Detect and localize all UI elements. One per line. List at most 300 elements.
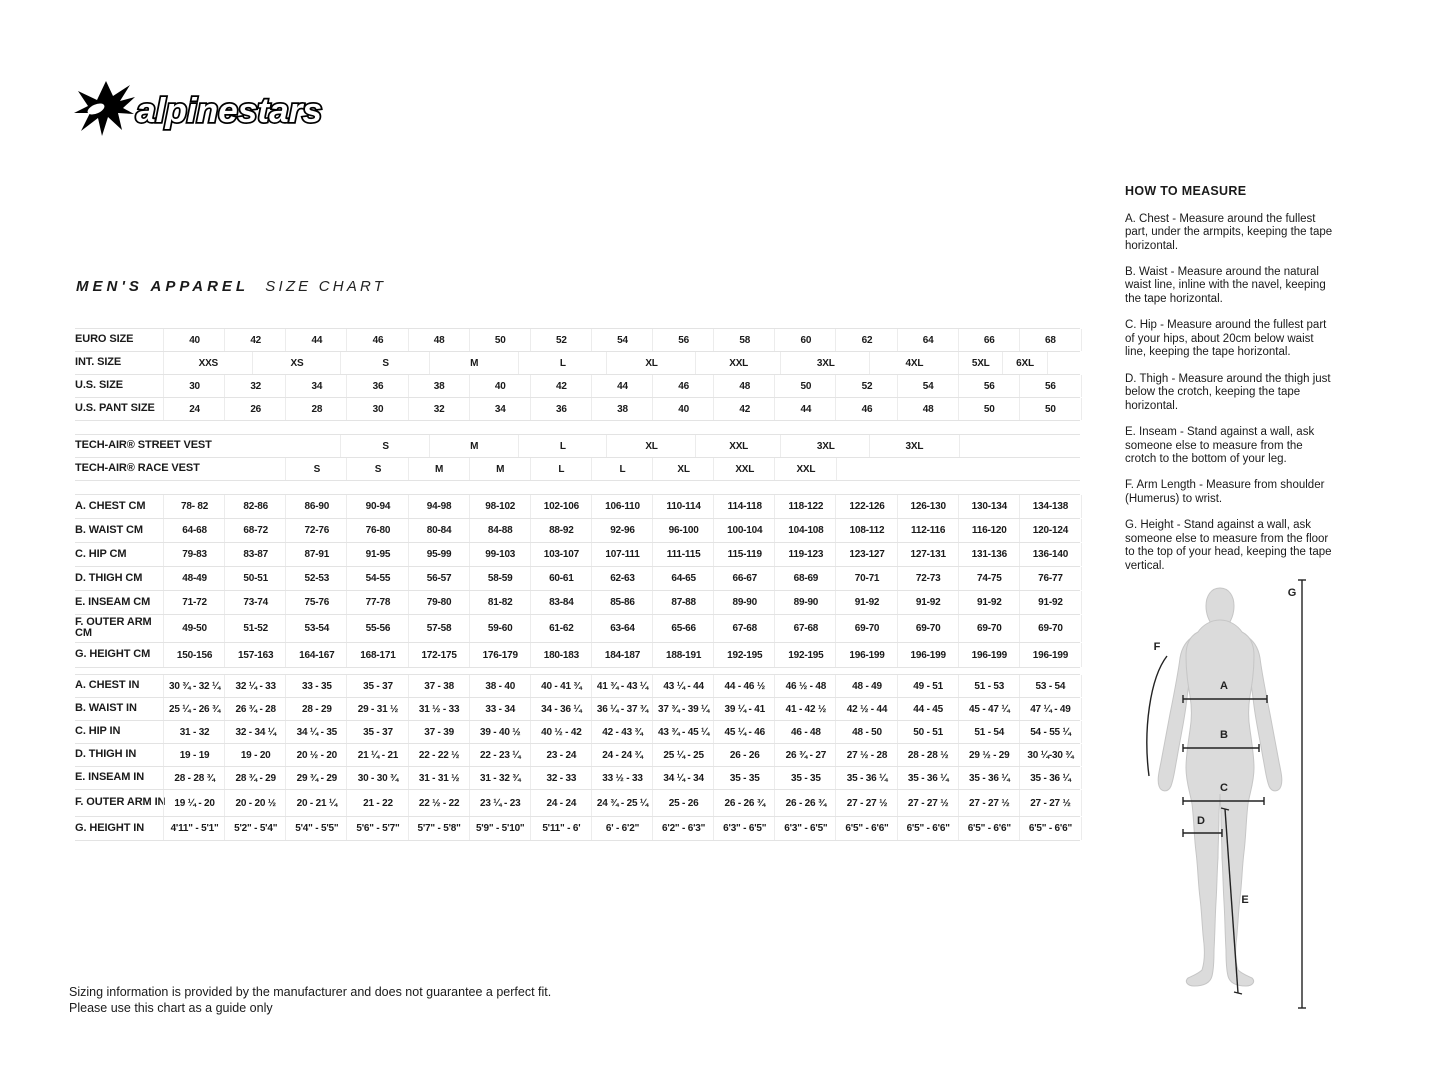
size-cell: 118-122 [774,495,836,518]
size-cell: 123-127 [835,543,897,566]
size-cell: 46 - 48 [774,721,836,743]
size-cell: 39 - 40 ½ [469,721,531,743]
size-cell: 25 - 26 [652,790,714,816]
size-cell: 34 ¼ - 34 [652,767,714,789]
size-cell: 35 - 35 [774,767,836,789]
size-cell: 87-88 [652,591,714,614]
size-cell: 31 - 32 ¾ [469,767,531,789]
size-cell: 20 ½ - 20 [285,744,347,766]
size-cell: 91-92 [897,591,959,614]
table-row [75,591,1080,615]
size-cell: 63-64 [591,615,653,642]
size-cell: 78- 82 [163,495,225,518]
table-row [75,567,1080,591]
size-cell: 72-73 [897,567,959,590]
size-cell: 35 - 36 ¼ [835,767,897,789]
measure-instruction-chest: A. Chest - Measure around the fullest part, under the armpits, keeping the tape horizontal. [1125,212,1333,252]
row-label: TECH-AIR® STREET VEST [75,439,212,452]
size-cell: 110-114 [652,495,714,518]
size-cell: 68-69 [774,567,836,590]
size-cell: 30 ¾ - 32 ¼ [163,675,225,697]
row-label: E. INSEAM IN [75,771,145,784]
size-cell: 58 [713,329,775,351]
size-cell: 92-96 [591,519,653,542]
size-cell: 164-167 [285,643,347,667]
size-cell: 64 [897,329,959,351]
table-group [75,434,1080,481]
size-cell: 83-84 [530,591,592,614]
size-cell: XS [252,352,342,374]
size-cell: 85-86 [591,591,653,614]
size-cell: 34 [285,375,347,397]
size-cell: 157-163 [224,643,286,667]
size-cell: 39 ¼ - 41 [713,698,775,720]
size-cell: 51 - 54 [958,721,1020,743]
size-cell: 68 [1019,329,1082,351]
row-label: U.S. PANT SIZE [75,402,155,415]
size-cell: 96-100 [652,519,714,542]
size-cell: 88-92 [530,519,592,542]
size-cell: 56 [1019,375,1082,397]
size-cell: 5'11" - 6' [530,817,592,840]
size-cell: 42 [530,375,592,397]
size-cell: 35 - 35 [713,767,775,789]
size-cell: 126-130 [897,495,959,518]
table-row [75,435,1080,458]
size-cell: 89-90 [774,591,836,614]
row-label: G. HEIGHT CM [75,648,151,661]
size-cell: 30 [163,375,225,397]
size-cell: 42 ½ - 44 [835,698,897,720]
size-cell: 90-94 [346,495,408,518]
size-cell: 35 - 36 ¼ [958,767,1020,789]
row-label: F. OUTER ARM CM [75,615,152,640]
size-cell: 48 - 49 [835,675,897,697]
size-cell: 36 [530,398,592,420]
size-cell: 103-107 [530,543,592,566]
size-cell: 5'6" - 5'7" [346,817,408,840]
footer-line-2: Please use this chart as a guide only [69,1001,273,1016]
size-cell: 19 ¼ - 20 [163,790,225,816]
size-cell: 25 ¼ - 26 ¾ [163,698,225,720]
row-label: TECH-AIR® RACE VEST [75,462,200,475]
how-to-measure-heading: HOW TO MEASURE [1125,184,1247,198]
size-cell: 49-50 [163,615,225,642]
size-cell: 184-187 [591,643,653,667]
size-cell: 100-104 [713,519,775,542]
size-cell: 70-71 [835,567,897,590]
size-cell: 44 - 46 ½ [713,675,775,697]
size-cell: 6'2" - 6'3" [652,817,714,840]
size-cell: 31 - 31 ½ [408,767,470,789]
size-cell: 3XL [869,435,960,457]
size-cell: 28 - 29 [285,698,347,720]
size-cell: 83-87 [224,543,286,566]
size-cell: 28 [285,398,347,420]
table-row [75,495,1080,519]
size-cell: 80-84 [408,519,470,542]
size-cell: 50 [958,398,1020,420]
size-cell: 119-123 [774,543,836,566]
size-cell: 37 ¾ - 39 ¼ [652,698,714,720]
size-cell: 25 ¼ - 25 [652,744,714,766]
size-cell: 6' - 6'2" [591,817,653,840]
size-cell: L [518,435,608,457]
size-cell: 31 ½ - 33 [408,698,470,720]
size-cell: 37 - 38 [408,675,470,697]
height-measure-line [1298,580,1306,1008]
size-cell: 81-82 [469,591,531,614]
size-cell: 51 - 53 [958,675,1020,697]
size-cell: 192-195 [774,643,836,667]
size-cell: 54 [897,375,959,397]
size-cell: 22 - 23 ¼ [469,744,531,766]
size-cell: 75-76 [285,591,347,614]
size-cell: 86-90 [285,495,347,518]
size-cell: 3XL [780,435,870,457]
label-arm: F [1153,641,1161,653]
size-cell: 127-131 [897,543,959,566]
label-inseam: E [1241,894,1249,906]
size-cell: 131-136 [958,543,1020,566]
size-cell: 52 [530,329,592,351]
size-cell: 26 [224,398,286,420]
size-cell: 40 [163,329,225,351]
size-cell: 188-191 [652,643,714,667]
size-cell: 196-199 [835,643,897,667]
size-cell: 196-199 [1019,643,1082,667]
label-thigh: D [1197,815,1205,827]
size-cell: 106-110 [591,495,653,518]
size-cell: 27 ½ - 28 [835,744,897,766]
size-cell: 28 ¾ - 29 [224,767,286,789]
size-cell: 40 ½ - 42 [530,721,592,743]
size-cell: 29 ½ - 29 [958,744,1020,766]
measure-instruction-waist: B. Waist - Measure around the natural waist line, inline with the navel, keeping the tape horizontal. [1125,265,1326,305]
size-cell: 60-61 [530,567,592,590]
measure-instruction-thigh: D. Thigh - Measure around the thigh just below the crotch, keeping the tape horizontal. [1125,372,1331,412]
size-cell: 41 - 42 ½ [774,698,836,720]
size-cell: 38 - 40 [469,675,531,697]
size-cell: 3XL [780,352,870,374]
size-cell: 44 [774,398,836,420]
size-cell: 37 - 39 [408,721,470,743]
size-cell: 6'5" - 6'6" [1019,817,1082,840]
label-waist: B [1220,729,1228,741]
size-cell: 6'5" - 6'6" [835,817,897,840]
size-cell: 23 ¼ - 23 [469,790,531,816]
label-height: G [1287,587,1297,599]
table-row [75,817,1080,841]
size-cell: 69-70 [1019,615,1082,642]
size-cell: 42 [224,329,286,351]
footer-note [69,984,551,1017]
size-cell: 66-67 [713,567,775,590]
size-cell: S [285,458,347,480]
size-cell: 34 - 36 ¼ [530,698,592,720]
size-cell: 30 ¼-30 ¾ [1019,744,1082,766]
size-cell: 64-68 [163,519,225,542]
size-table [75,328,1080,841]
size-cell: 51-52 [224,615,286,642]
size-cell: 115-119 [713,543,775,566]
footer-line-1: Sizing information is provided by the manufacturer and does not guarantee a perfect fit. [69,985,552,999]
table-row [75,675,1080,698]
size-cell: 102-106 [530,495,592,518]
size-cell: 53 - 54 [1019,675,1082,697]
size-cell: 44 [591,375,653,397]
size-cell: 26 - 26 [713,744,775,766]
measure-instruction-inseam: E. Inseam - Stand against a wall, ask someone else to measure from the crotch to the bottom of your leg. [1125,426,1315,465]
size-cell: 4XL [869,352,959,374]
size-cell: 56 [652,329,714,351]
size-cell: 33 ½ - 33 [591,767,653,789]
size-cell: 104-108 [774,519,836,542]
size-cell: 47 ¼ - 49 [1019,698,1082,720]
size-cell: XL [652,458,714,480]
row-label: B. WAIST IN [75,702,137,715]
row-label: B. WAIST CM [75,523,143,536]
size-cell: 27 - 27 ½ [897,790,959,816]
table-row [75,458,1080,481]
measure-instruction-arm: F. Arm Length - Measure from shoulder (Humerus) to wrist. [1125,479,1325,505]
size-cell: 69-70 [958,615,1020,642]
row-label: F. OUTER ARM IN [75,796,166,809]
size-cell: 35 - 36 ¼ [1019,767,1082,789]
row-label: A. CHEST IN [75,679,140,692]
size-cell: 28 - 28 ½ [897,744,959,766]
size-cell: 20 - 20 ½ [224,790,286,816]
size-cell: 65-66 [652,615,714,642]
size-cell: 42 [713,398,775,420]
size-cell: 48 [713,375,775,397]
size-cell: 56 [958,375,1020,397]
size-cell: 69-70 [897,615,959,642]
size-cell: 91-92 [958,591,1020,614]
size-cell: 99-103 [469,543,531,566]
size-cell: S [346,458,408,480]
size-cell: 54 - 55 ¼ [1019,721,1082,743]
size-cell: 48-49 [163,567,225,590]
size-cell: 4'11" - 5'1" [163,817,225,840]
table-row [75,744,1080,767]
size-cell: 91-95 [346,543,408,566]
size-cell: M [429,352,519,374]
size-cell: 68-72 [224,519,286,542]
size-cell: 32 [408,398,470,420]
size-cell: 24 - 24 [530,790,592,816]
size-cell: 32 [224,375,286,397]
size-cell: 35 - 37 [346,721,408,743]
size-cell: 26 ¾ - 28 [224,698,286,720]
size-cell: 32 - 33 [530,767,592,789]
table-row [75,643,1080,668]
size-cell: 56-57 [408,567,470,590]
size-cell: 19 - 19 [163,744,225,766]
size-cell: 44 [285,329,347,351]
size-cell: 79-83 [163,543,225,566]
size-cell: 22 - 22 ½ [408,744,470,766]
table-row [75,790,1080,817]
size-cell: 26 ¾ - 27 [774,744,836,766]
table-group [75,328,1080,421]
size-cell: 62-63 [591,567,653,590]
size-cell: 196-199 [958,643,1020,667]
table-row [75,543,1080,567]
size-cell: 71-72 [163,591,225,614]
size-cell: 54 [591,329,653,351]
size-cell: 26 - 26 ¾ [774,790,836,816]
table-row [75,375,1080,398]
size-cell: 34 [469,398,531,420]
size-cell: L [530,458,592,480]
size-cell: 84-88 [469,519,531,542]
size-cell: XXL [713,458,775,480]
size-cell: 120-124 [1019,519,1082,542]
size-cell: 46 [835,398,897,420]
size-cell: 72-76 [285,519,347,542]
size-cell: 32 - 34 ¼ [224,721,286,743]
size-cell: 50 [469,329,531,351]
size-cell: L [591,458,653,480]
size-cell: 46 [652,375,714,397]
size-cell: 40 [469,375,531,397]
size-cell: 32 ¼ - 33 [224,675,286,697]
row-label: D. THIGH IN [75,748,137,761]
size-cell: 50 [774,375,836,397]
size-cell: XXL [774,458,837,480]
size-cell: 108-112 [835,519,897,542]
size-cell: 91-92 [835,591,897,614]
size-cell: 76-77 [1019,567,1082,590]
size-cell: 180-183 [530,643,592,667]
size-cell: 44 - 45 [897,698,959,720]
size-cell: 53-54 [285,615,347,642]
row-label: C. HIP IN [75,725,121,738]
page-title [76,278,386,295]
size-cell: XXL [695,352,782,374]
size-cell: 77-78 [346,591,408,614]
size-cell: 95-99 [408,543,470,566]
size-cell: 79-80 [408,591,470,614]
size-cell: 116-120 [958,519,1020,542]
size-cell: 134-138 [1019,495,1082,518]
size-cell: 35 - 37 [346,675,408,697]
size-cell: 27 - 27 ½ [958,790,1020,816]
size-cell: 38 [591,398,653,420]
size-cell: 31 - 32 [163,721,225,743]
table-row [75,721,1080,744]
size-cell: 87-91 [285,543,347,566]
size-cell: 45 - 47 ¼ [958,698,1020,720]
size-cell: 57-58 [408,615,470,642]
size-cell: 5'7" - 5'8" [408,817,470,840]
size-cell: 49 - 51 [897,675,959,697]
size-cell: 20 - 21 ¼ [285,790,347,816]
size-cell: 36 [346,375,408,397]
size-cell: 5'9" - 5'10" [469,817,531,840]
size-cell: 30 [346,398,408,420]
size-cell: 66 [958,329,1020,351]
size-cell: 35 - 36 ¼ [897,767,959,789]
size-cell: 61-62 [530,615,592,642]
size-cell: 6'3" - 6'5" [774,817,836,840]
size-cell: 82-86 [224,495,286,518]
size-cell: 98-102 [469,495,531,518]
size-cell: S [340,352,430,374]
size-cell: 45 ¼ - 46 [713,721,775,743]
size-cell: 34 ¼ - 35 [285,721,347,743]
size-cell: 19 - 20 [224,744,286,766]
table-row [75,698,1080,721]
table-row [75,352,1080,375]
size-cell: 46 ½ - 48 [774,675,836,697]
size-cell: 168-171 [346,643,408,667]
size-cell: 50 - 51 [897,721,959,743]
alpinestars-logo-text: alpinestars [136,92,322,130]
size-cell: 6'3" - 6'5" [713,817,775,840]
size-cell: 60 [774,329,836,351]
alpinestars-star-icon [74,81,135,136]
size-cell: 192-195 [713,643,775,667]
size-cell: 196-199 [897,643,959,667]
label-chest: A [1220,680,1228,692]
table-row [75,615,1080,643]
size-cell: 91-92 [1019,591,1082,614]
page-title-light: SIZE CHART [265,278,387,295]
size-cell: 62 [835,329,897,351]
how-to-measure-section [1125,184,1335,586]
size-cell: 176-179 [469,643,531,667]
size-cell: 5'4" - 5'5" [285,817,347,840]
size-cell: 29 - 31 ½ [346,698,408,720]
size-cell: 28 - 28 ¾ [163,767,225,789]
size-cell: 46 [346,329,408,351]
size-cell: 30 - 30 ¾ [346,767,408,789]
row-label: EURO SIZE [75,333,134,346]
size-cell: 59-60 [469,615,531,642]
size-cell: 36 ¼ - 37 ¾ [591,698,653,720]
row-label: D. THIGH CM [75,571,143,584]
size-cell: 40 - 41 ¾ [530,675,592,697]
size-cell: 26 - 26 ¾ [713,790,775,816]
size-cell: 43 ¼ - 44 [652,675,714,697]
size-cell: 111-115 [652,543,714,566]
size-cell: 6'5" - 6'6" [958,817,1020,840]
size-cell: 5'2" - 5'4" [224,817,286,840]
table-row [75,519,1080,543]
size-cell: 67-68 [713,615,775,642]
size-cell: 27 - 27 ½ [835,790,897,816]
alpinestars-logo [72,80,328,138]
size-cell: 58-59 [469,567,531,590]
size-cell: 55-56 [346,615,408,642]
size-cell: M [408,458,470,480]
size-cell: 24 - 24 ¾ [591,744,653,766]
size-cell: 50 [1019,398,1082,420]
size-cell: 41 ¾ - 43 ¼ [591,675,653,697]
size-cell: 172-175 [408,643,470,667]
size-cell: 6XL [1002,352,1049,374]
row-label: U.S. SIZE [75,379,123,392]
size-cell: XXS [163,352,253,374]
size-cell: 48 [408,329,470,351]
size-cell: 33 - 35 [285,675,347,697]
row-label: E. INSEAM CM [75,595,151,608]
size-cell: M [429,435,519,457]
size-cell: 122-126 [835,495,897,518]
size-cell: 38 [408,375,470,397]
